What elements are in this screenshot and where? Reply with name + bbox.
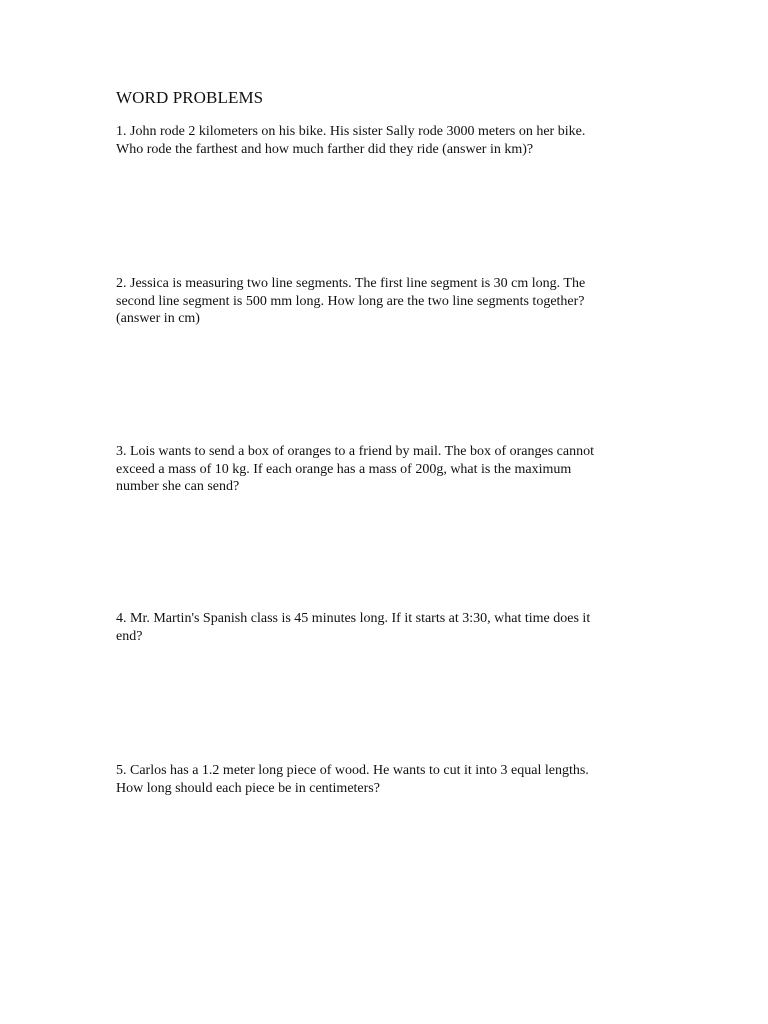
document-title: WORD PROBLEMS xyxy=(116,88,264,107)
problem-line: Who rode the farthest and how much farther did they ride (answer in km)? xyxy=(116,141,534,157)
word-problem-4 xyxy=(116,610,656,645)
problem-line: end? xyxy=(116,628,143,644)
word-problem-3 xyxy=(116,443,656,496)
word-problem-5 xyxy=(116,762,656,797)
problem-line: (answer in cm) xyxy=(116,311,200,326)
problem-line: exceed a mass of 10 kg. If each orange has a mass of 200g, what is the maximum xyxy=(116,461,572,477)
problem-line: 1. John rode 2 kilometers on his bike. His sister Sally rode 3000 meters on her bike. xyxy=(116,124,586,139)
word-problem-1 xyxy=(116,123,656,158)
problem-line: How long should each piece be in centimeters? xyxy=(116,780,380,796)
word-problem-2 xyxy=(116,275,656,328)
problem-line: 4. Mr. Martin's Spanish class is 45 minutes long. If it starts at 3:30, what time does it xyxy=(116,611,591,626)
problem-line: second line segment is 500 mm long. How long are the two line segments together? xyxy=(116,293,585,309)
problem-line: 5. Carlos has a 1.2 meter long piece of wood. He wants to cut it into 3 equal lengths. xyxy=(116,763,589,778)
problem-line: 2. Jessica is measuring two line segments. The first line segment is 30 cm long. The xyxy=(116,276,586,291)
problem-line: number she can send? xyxy=(116,479,240,494)
problem-line: 3. Lois wants to send a box of oranges to a friend by mail. The box of oranges cannot xyxy=(116,444,594,459)
